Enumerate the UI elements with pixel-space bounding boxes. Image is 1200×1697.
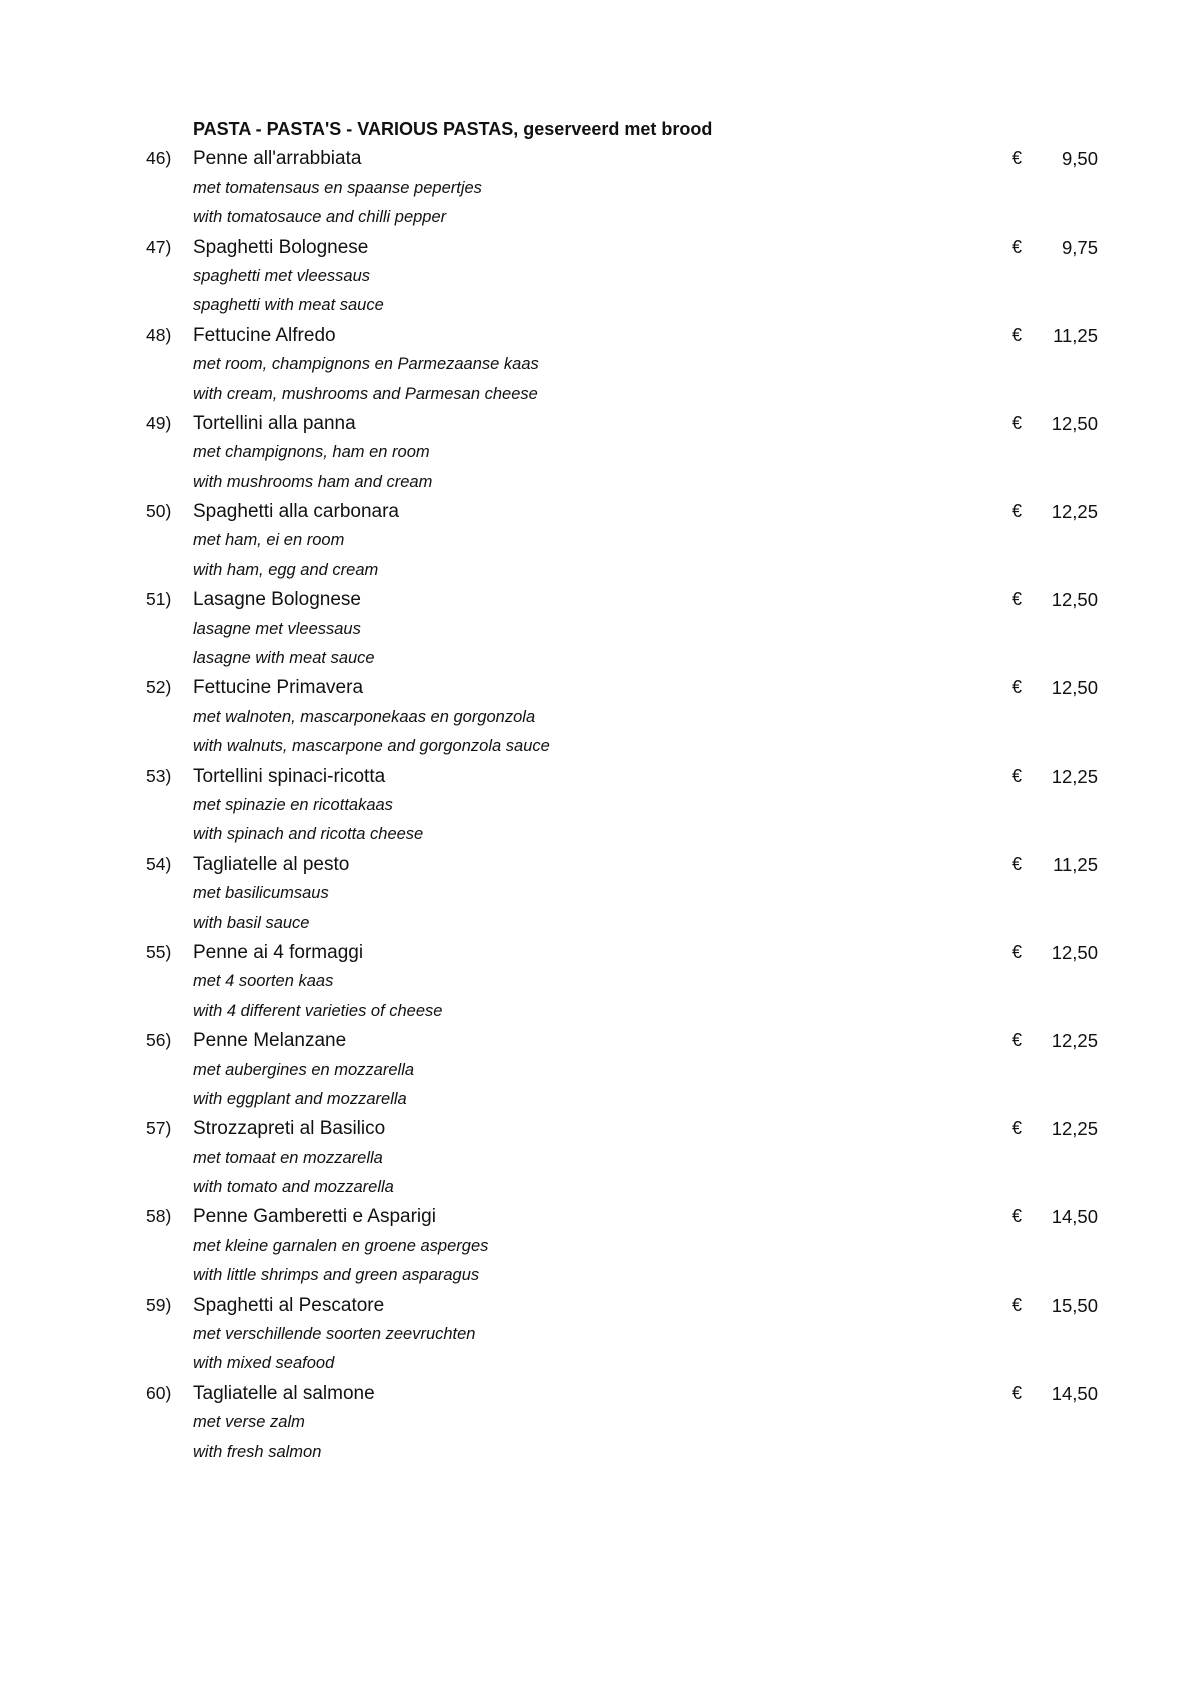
currency-symbol: € — [1012, 324, 1023, 345]
menu-item — [0, 762, 1200, 850]
item-price: 15,50 — [1051, 1294, 1098, 1316]
item-number: 47) — [146, 236, 172, 257]
currency-symbol: € — [1012, 1118, 1023, 1139]
item-description-dutch: met kleine garnalen en groene asperges — [193, 1236, 489, 1255]
item-name: Fettucine Alfredo — [193, 324, 336, 346]
item-title-row — [0, 321, 1200, 350]
menu-item — [0, 497, 1200, 585]
item-number: 50) — [146, 501, 172, 522]
item-description-dutch: spaghetti met vleessaus — [193, 266, 371, 285]
item-description-english: lasagne with meat sauce — [193, 649, 375, 668]
item-name: Strozzapreti al Basilico — [193, 1118, 386, 1140]
item-number: 51) — [146, 589, 172, 610]
item-name: Penne Melanzane — [193, 1030, 347, 1052]
item-description-dutch: met tomatensaus en spaanse pepertjes — [193, 178, 482, 197]
item-description-english: with basil sauce — [193, 913, 310, 932]
item-name: Fettucine Primavera — [193, 677, 364, 699]
item-description-dutch: met 4 soorten kaas — [193, 972, 334, 991]
menu-item — [0, 144, 1200, 232]
item-description-dutch: met tomaat en mozzarella — [193, 1148, 383, 1167]
pasta-menu — [0, 115, 1200, 1467]
menu-item — [0, 1202, 1200, 1290]
item-description-english: with cream, mushrooms and Parmesan cheese — [193, 384, 538, 403]
item-price: 9,50 — [1061, 148, 1098, 170]
menu-item — [0, 1379, 1200, 1467]
item-title-row — [0, 497, 1200, 526]
item-description-english: with walnuts, mascarpone and gorgonzola sauce — [193, 737, 550, 756]
item-description-english: with 4 different varieties of cheese — [193, 1001, 443, 1020]
item-description-dutch: met verse zalm — [193, 1413, 305, 1432]
item-name: Spaghetti al Pescatore — [193, 1294, 385, 1316]
item-name: Spaghetti Bolognese — [193, 236, 369, 258]
item-title-row — [0, 144, 1200, 173]
item-title-row — [0, 233, 1200, 262]
item-title-row — [0, 762, 1200, 791]
currency-symbol: € — [1012, 236, 1023, 257]
item-name: Tagliatelle al pesto — [193, 853, 350, 875]
currency-symbol: € — [1012, 1294, 1023, 1315]
currency-symbol: € — [1012, 1382, 1023, 1403]
currency-symbol: € — [1012, 765, 1023, 786]
item-description-english: with tomatosauce and chilli pepper — [193, 208, 447, 227]
currency-symbol: € — [1012, 412, 1023, 433]
item-price: 14,50 — [1051, 1206, 1098, 1228]
item-description-dutch: met champignons, ham en room — [193, 443, 430, 462]
item-description-dutch: met room, champignons en Parmezaanse kaas — [193, 355, 539, 374]
currency-symbol: € — [1012, 677, 1023, 698]
item-title-row — [0, 1379, 1200, 1408]
item-title-row — [0, 1202, 1200, 1231]
currency-symbol: € — [1012, 501, 1023, 522]
item-number: 56) — [146, 1030, 172, 1051]
currency-symbol: € — [1012, 1030, 1023, 1051]
item-number: 49) — [146, 412, 172, 433]
menu-item — [0, 1114, 1200, 1202]
item-name: Lasagne Bolognese — [193, 589, 361, 611]
item-description-dutch: met basilicumsaus — [193, 884, 329, 903]
item-title-row — [0, 938, 1200, 967]
item-title-row — [0, 850, 1200, 879]
item-price: 12,25 — [1051, 1030, 1098, 1052]
item-description-dutch: met spinazie en ricottakaas — [193, 795, 393, 814]
item-description-dutch: lasagne met vleessaus — [193, 619, 361, 638]
item-number: 58) — [146, 1206, 172, 1227]
menu-item — [0, 233, 1200, 321]
item-price: 9,75 — [1061, 236, 1098, 258]
item-price: 11,25 — [1053, 853, 1098, 875]
item-description-english: spaghetti with meat sauce — [193, 296, 384, 315]
item-description-dutch: met verschillende soorten zeevruchten — [193, 1325, 476, 1344]
item-description-english: with mixed seafood — [193, 1354, 335, 1373]
item-price: 14,50 — [1051, 1382, 1098, 1404]
item-number: 60) — [146, 1382, 172, 1403]
item-name: Tortellini spinaci-ricotta — [193, 765, 386, 787]
item-price: 12,25 — [1051, 765, 1098, 787]
item-number: 46) — [146, 148, 172, 169]
item-title-row — [0, 673, 1200, 702]
currency-symbol: € — [1012, 941, 1023, 962]
item-number: 54) — [146, 853, 172, 874]
item-number: 55) — [146, 941, 172, 962]
item-name: Tagliatelle al salmone — [193, 1382, 375, 1404]
item-price: 12,50 — [1051, 941, 1098, 963]
item-description-english: with fresh salmon — [193, 1442, 322, 1461]
menu-item — [0, 1291, 1200, 1379]
item-number: 52) — [146, 677, 172, 698]
section-heading: PASTA - PASTA'S - VARIOUS PASTAS, geserveerd met brood — [193, 119, 713, 139]
item-price: 11,25 — [1053, 324, 1098, 346]
item-name: Spaghetti alla carbonara — [193, 501, 399, 523]
item-name: Penne ai 4 formaggi — [193, 941, 364, 963]
item-price: 12,50 — [1051, 677, 1098, 699]
item-description-dutch: met ham, ei en room — [193, 531, 345, 550]
menu-item — [0, 850, 1200, 938]
item-number: 53) — [146, 765, 172, 786]
item-description-english: with tomato and mozzarella — [193, 1178, 394, 1197]
item-price: 12,50 — [1051, 412, 1098, 434]
item-title-row — [0, 1114, 1200, 1143]
item-number: 57) — [146, 1118, 172, 1139]
item-description-english: with little shrimps and green asparagus — [193, 1266, 480, 1285]
menu-item — [0, 585, 1200, 673]
item-description-english: with eggplant and mozzarella — [193, 1089, 407, 1108]
item-description-dutch: met walnoten, mascarponekaas en gorgonzola — [193, 707, 536, 726]
currency-symbol: € — [1012, 1206, 1023, 1227]
item-title-row — [0, 409, 1200, 438]
item-title-row — [0, 585, 1200, 614]
item-description-dutch: met aubergines en mozzarella — [193, 1060, 415, 1079]
item-title-row — [0, 1291, 1200, 1320]
menu-item — [0, 673, 1200, 761]
menu-item — [0, 1026, 1200, 1114]
item-price: 12,25 — [1051, 501, 1098, 523]
item-number: 48) — [146, 324, 172, 345]
item-description-english: with ham, egg and cream — [193, 560, 379, 579]
currency-symbol: € — [1012, 853, 1023, 874]
menu-item — [0, 321, 1200, 409]
item-price: 12,25 — [1051, 1118, 1098, 1140]
item-name: Penne Gamberetti e Asparigi — [193, 1206, 436, 1228]
currency-symbol: € — [1012, 589, 1023, 610]
item-name: Tortellini alla panna — [193, 412, 356, 434]
menu-item — [0, 409, 1200, 497]
currency-symbol: € — [1012, 148, 1023, 169]
item-title-row — [0, 1026, 1200, 1055]
menu-item — [0, 938, 1200, 1026]
item-price: 12,50 — [1051, 589, 1098, 611]
item-description-english: with spinach and ricotta cheese — [193, 825, 424, 844]
menu-items — [0, 144, 1200, 1467]
item-name: Penne all'arrabbiata — [193, 148, 362, 170]
item-description-english: with mushrooms ham and cream — [193, 472, 433, 491]
item-number: 59) — [146, 1294, 172, 1315]
